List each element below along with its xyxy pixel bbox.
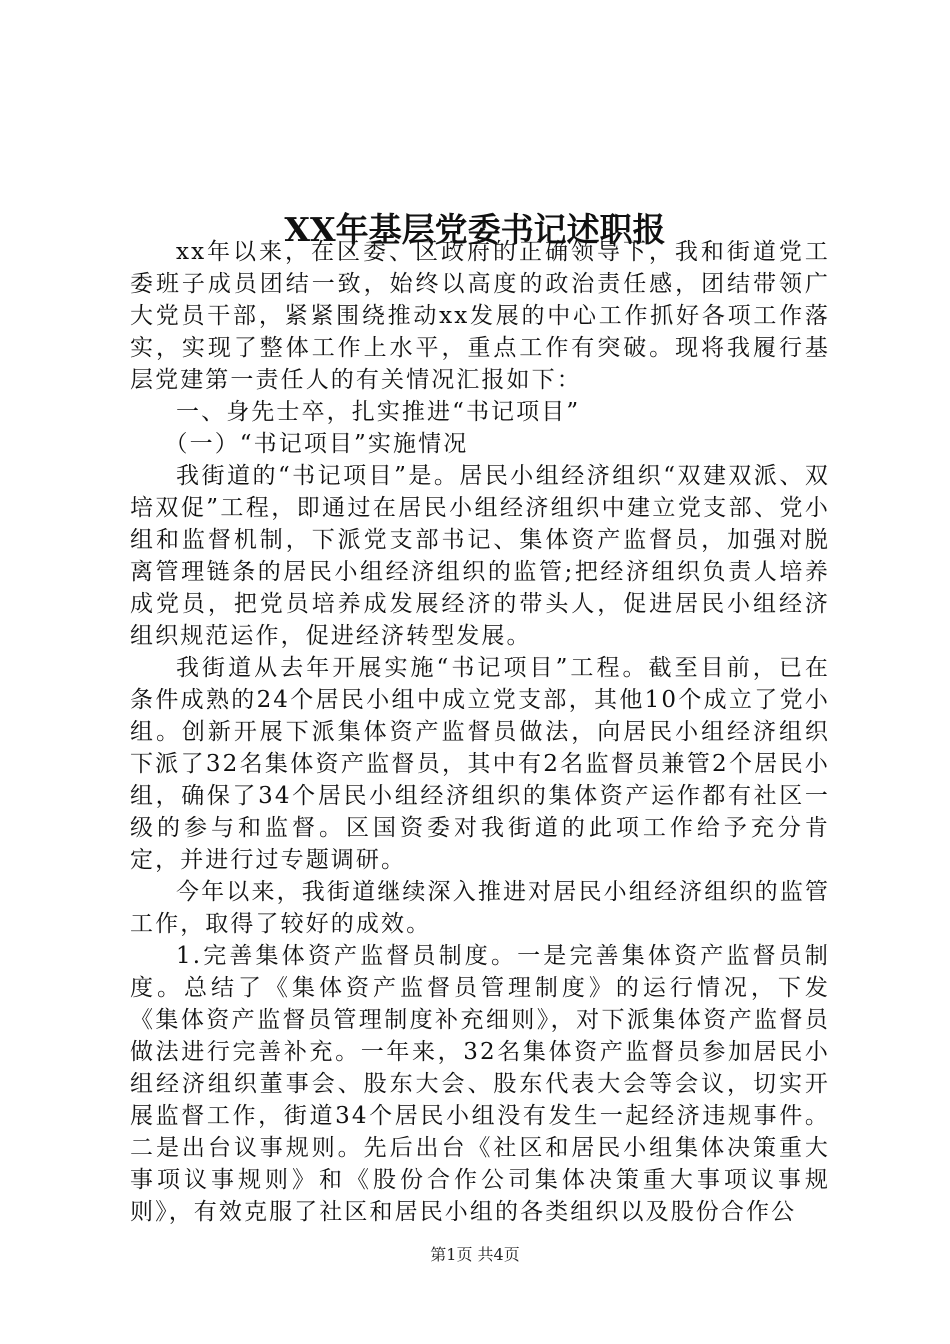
paragraph-project-progress: 我街道从去年开展实施“书记项目”工程。截至目前，已在条件成熟的24个居民小组中成立党支部，其他10个成立了党小组。创新开展下派集体资产监督员做法，向居民小组经济组织下派了32名集体资产监督员，其中有2名监督员兼管2个居民小组，确保了34个居民小组经济组织的集体资产运作都有社区一级的参与和监督。区国资委对我街道的此项工作给予充分肯定，并进行过专题调研。 [130, 655, 830, 873]
subsection-heading-1: （一）“书记项目”实施情况 [164, 431, 469, 457]
paragraph-this-year: 今年以来，我街道继续深入推进对居民小组经济组织的监管工作，取得了较好的成效。 [130, 879, 830, 937]
document-title: XX年基层党委书记述职报 [284, 210, 666, 250]
paragraph-item-1: 1.完善集体资产监督员制度。一是完善集体资产监督员制度。总结了《集体资产监督员管理制度》的运行情况，下发《集体资产监督员管理制度补充细则》，对下派集体资产监督员做法进行完善补充。一年来，32名集体资产监督员参加居民小组经济组织董事会、股东大会、股东代表大会等会议，切实开展监督工作，街道34个居民小组没有发生一起经济违规事件。二是出台议事规则。先后出台《社区和居民小组集体决策重大事项议事规则》和《股份合作公司集体决策重大事项议事规则》，有效克服了社区和居民小组的各类组织以及股份合作公 [130, 943, 830, 1225]
document-body [130, 236, 830, 1228]
paragraph-intro: xx年以来，在区委、区政府的正确领导下，我和街道党工委班子成员团结一致，始终以高度的政治责任感，团结带领广大党员干部，紧紧围绕推动xx发展的中心工作抓好各项工作落实，实现了整体工作上水平，重点工作有突破。现将我履行基层党建第一责任人的有关情况汇报如下： [130, 239, 830, 393]
paragraph-project-description: 我街道的“书记项目”是。居民小组经济组织“双建双派、双培双促”工程，即通过在居民小组经济组织中建立党支部、党小组和监督机制，下派党支部书记、集体资产监督员，加强对脱离管理链条的居民小组经济组织的监管;把经济组织负责人培养成党员，把党员培养成发展经济的带头人，促进居民小组经济组织规范运作，促进经济转型发展。 [130, 463, 830, 649]
section-heading-1: 一、身先士卒，扎实推进“书记项目” [176, 399, 581, 425]
page-footer: 第1页 共4页 [430, 1245, 520, 1264]
